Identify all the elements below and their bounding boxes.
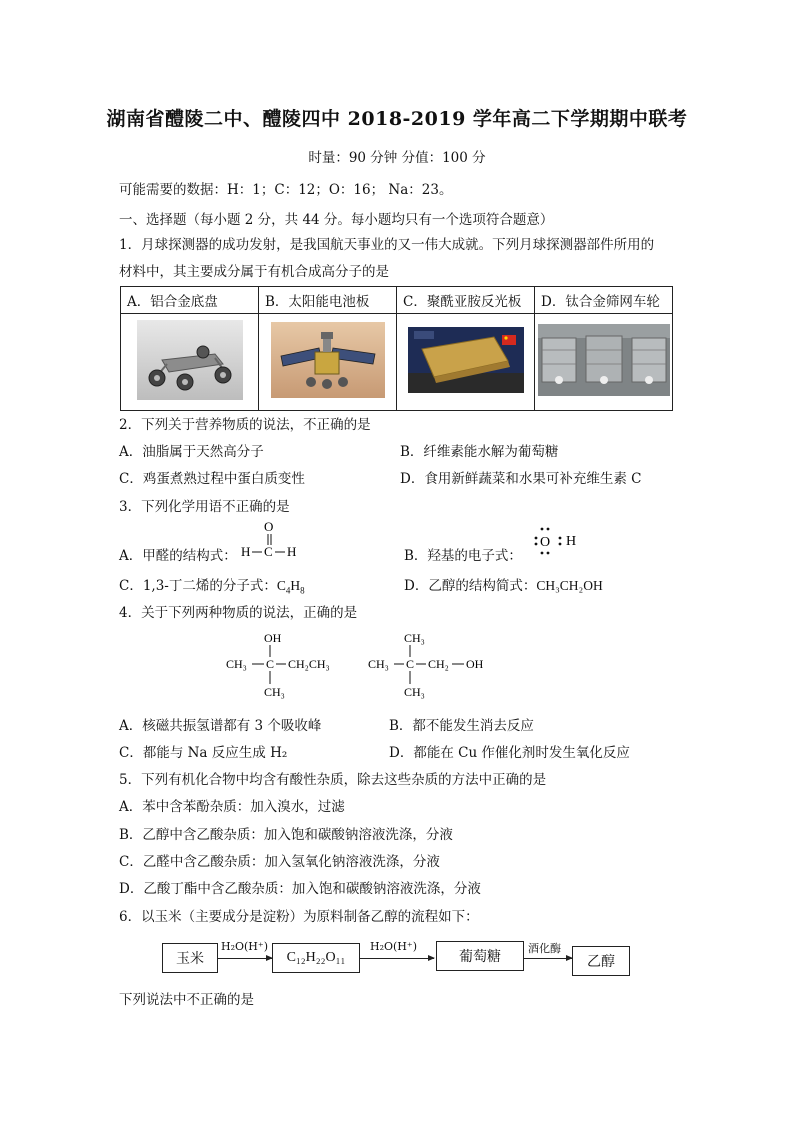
q1-image-d-cell (535, 314, 673, 411)
q3-stem: 3．下列化学用语不正确的是 (119, 499, 290, 515)
polyimide-reflector-image (408, 327, 524, 393)
q1-image-b-cell (259, 314, 397, 411)
formaldehyde-h-right: H (287, 544, 297, 559)
mol1-left: CH₃ (226, 657, 247, 671)
mol2-center: C (406, 657, 415, 671)
q1-options-table (120, 286, 673, 411)
q4-option-a[interactable]: A．核磁共振氢谱都有 3 个吸收峰 (119, 718, 322, 734)
formaldehyde-h-left: H (241, 544, 251, 559)
page-title: 湖南省醴陵二中、醴陵四中 2018-2019 学年高二下学期期中联考 (106, 108, 688, 130)
mol2-right: OH (466, 657, 484, 671)
q3-option-a[interactable]: A．甲醛的结构式： (119, 548, 237, 564)
flow-arrow-3-label: 酒化酶 (528, 942, 561, 955)
q1-option-b[interactable]: B．太阳能电池板 (259, 287, 397, 314)
exam-info: 时量：90 分钟 分值：100 分 (308, 150, 486, 166)
formula-h: H (290, 578, 301, 593)
q2-stem: 2．下列关于营养物质的说法，不正确的是 (119, 417, 371, 433)
formula-h-sub: 8 (300, 585, 305, 596)
mol2-mid: CH₂ (428, 657, 449, 671)
q2-option-a[interactable]: A．油脂属于天然高分子 (119, 444, 264, 460)
flow-box-disaccharide: C₁₂H₂₂O₁₁ (272, 943, 360, 973)
mol1-top: OH (264, 631, 282, 645)
section-heading: 一、选择题（每小题 2 分，共 44 分。每小题均只有一个选项符合题意） (119, 212, 554, 228)
formaldehyde-c: C (264, 544, 273, 559)
flow-arrow-3 (524, 958, 572, 959)
q1-stem-line2: 材料中，其主要成分属于有机合成高分子的是 (119, 264, 389, 280)
q3-option-d-label: D．乙醇的结构简式： (404, 578, 537, 594)
q1-option-c[interactable]: C．聚酰亚胺反光板 (397, 287, 535, 314)
q1-image-a-cell (121, 314, 259, 411)
q2-option-c[interactable]: C．鸡蛋煮熟过程中蛋白质变性 (119, 471, 305, 487)
mol2-top: CH₃ (404, 631, 425, 645)
q1-option-d[interactable]: D．钛合金筛网车轮 (535, 287, 673, 314)
q1-stem-line1: 1．月球探测器的成功发射，是我国航天事业的又一伟大成就。下列月球探测器部件所用的 (119, 237, 655, 253)
mol1-center: C (266, 657, 275, 671)
butadiene-formula (276, 578, 305, 596)
hydroxyl-electron-formula (532, 523, 588, 555)
q2-option-d[interactable]: D．食用新鲜蔬菜和水果可补充维生素 C (400, 471, 642, 487)
flow-arrow-2 (360, 958, 434, 959)
formaldehyde-structure (240, 518, 306, 562)
q5-option-d[interactable]: D．乙酸丁酯中含乙酸杂质：加入饱和碳酸钠溶液洗涤，分液 (119, 881, 481, 897)
ethanol-production-flowchart (160, 936, 640, 978)
ethanol-formula: CH₃CH₂OH (536, 578, 603, 593)
q1-image-c-cell (397, 314, 535, 411)
data-note: 可能需要的数据：H：1；C：12；O：16； Na：23。 (119, 182, 453, 198)
flow-arrow-1 (218, 958, 272, 959)
flow-box-corn: 玉米 (162, 943, 218, 973)
q4-option-b[interactable]: B．都不能发生消去反应 (389, 718, 534, 734)
flow-box-glucose: 葡萄糖 (436, 941, 524, 971)
q5-stem: 5．下列有机化合物中均含有酸性杂质，除去这些杂质的方法中正确的是 (119, 772, 547, 788)
q1-option-a[interactable]: A．铝合金底盘 (121, 287, 259, 314)
mol2-left: CH₃ (368, 657, 389, 671)
molecule-2-structure (368, 630, 498, 702)
formaldehyde-o: O (264, 519, 274, 534)
q4-option-d[interactable]: D．都能在 Cu 作催化剂时发生氧化反应 (389, 745, 630, 761)
molecule-1-structure (224, 630, 344, 702)
mol2-bottom: CH₃ (404, 685, 425, 699)
mol1-right: CH₂CH₃ (288, 657, 330, 671)
q5-option-c[interactable]: C．乙醛中含乙酸杂质：加入氢氧化钠溶液洗涤，分液 (119, 854, 440, 870)
q6-followup: 下列说法中不正确的是 (119, 992, 254, 1008)
flow-arrow-1-label: H₂O(H⁺) (221, 940, 269, 953)
formula-c: C (276, 578, 286, 593)
solar-panel-rover-image (271, 322, 385, 398)
hydroxyl-o: O (540, 535, 551, 550)
flow-box-ethanol: 乙醇 (572, 946, 630, 976)
rover-chassis-image (137, 320, 243, 400)
q4-stem: 4．关于下列两种物质的说法，正确的是 (119, 605, 358, 621)
q3-option-c[interactable] (119, 574, 305, 596)
q3-option-d[interactable] (404, 574, 603, 594)
q2-option-b[interactable]: B．纤维素能水解为葡萄糖 (400, 444, 559, 460)
q4-option-c[interactable]: C．都能与 Na 反应生成 H₂ (119, 745, 288, 761)
hydroxyl-h: H (566, 534, 577, 549)
q5-option-a[interactable]: A．苯中含苯酚杂质：加入溴水，过滤 (119, 799, 345, 815)
q3-option-b[interactable]: B．羟基的电子式： (404, 548, 522, 564)
q5-option-b[interactable]: B．乙醇中含乙酸杂质：加入饱和碳酸钠溶液洗涤，分液 (119, 827, 453, 843)
q3-option-c-label: C．1,3-丁二烯的分子式： (119, 578, 277, 594)
q6-stem: 6．以玉米（主要成分是淀粉）为原料制备乙醇的流程如下： (119, 909, 479, 925)
flow-arrow-2-label: H₂O(H⁺) (370, 940, 418, 953)
mol1-bottom: CH₃ (264, 685, 285, 699)
titanium-mesh-wheel-image (538, 324, 670, 396)
formula-c-sub: 4 (285, 585, 291, 596)
